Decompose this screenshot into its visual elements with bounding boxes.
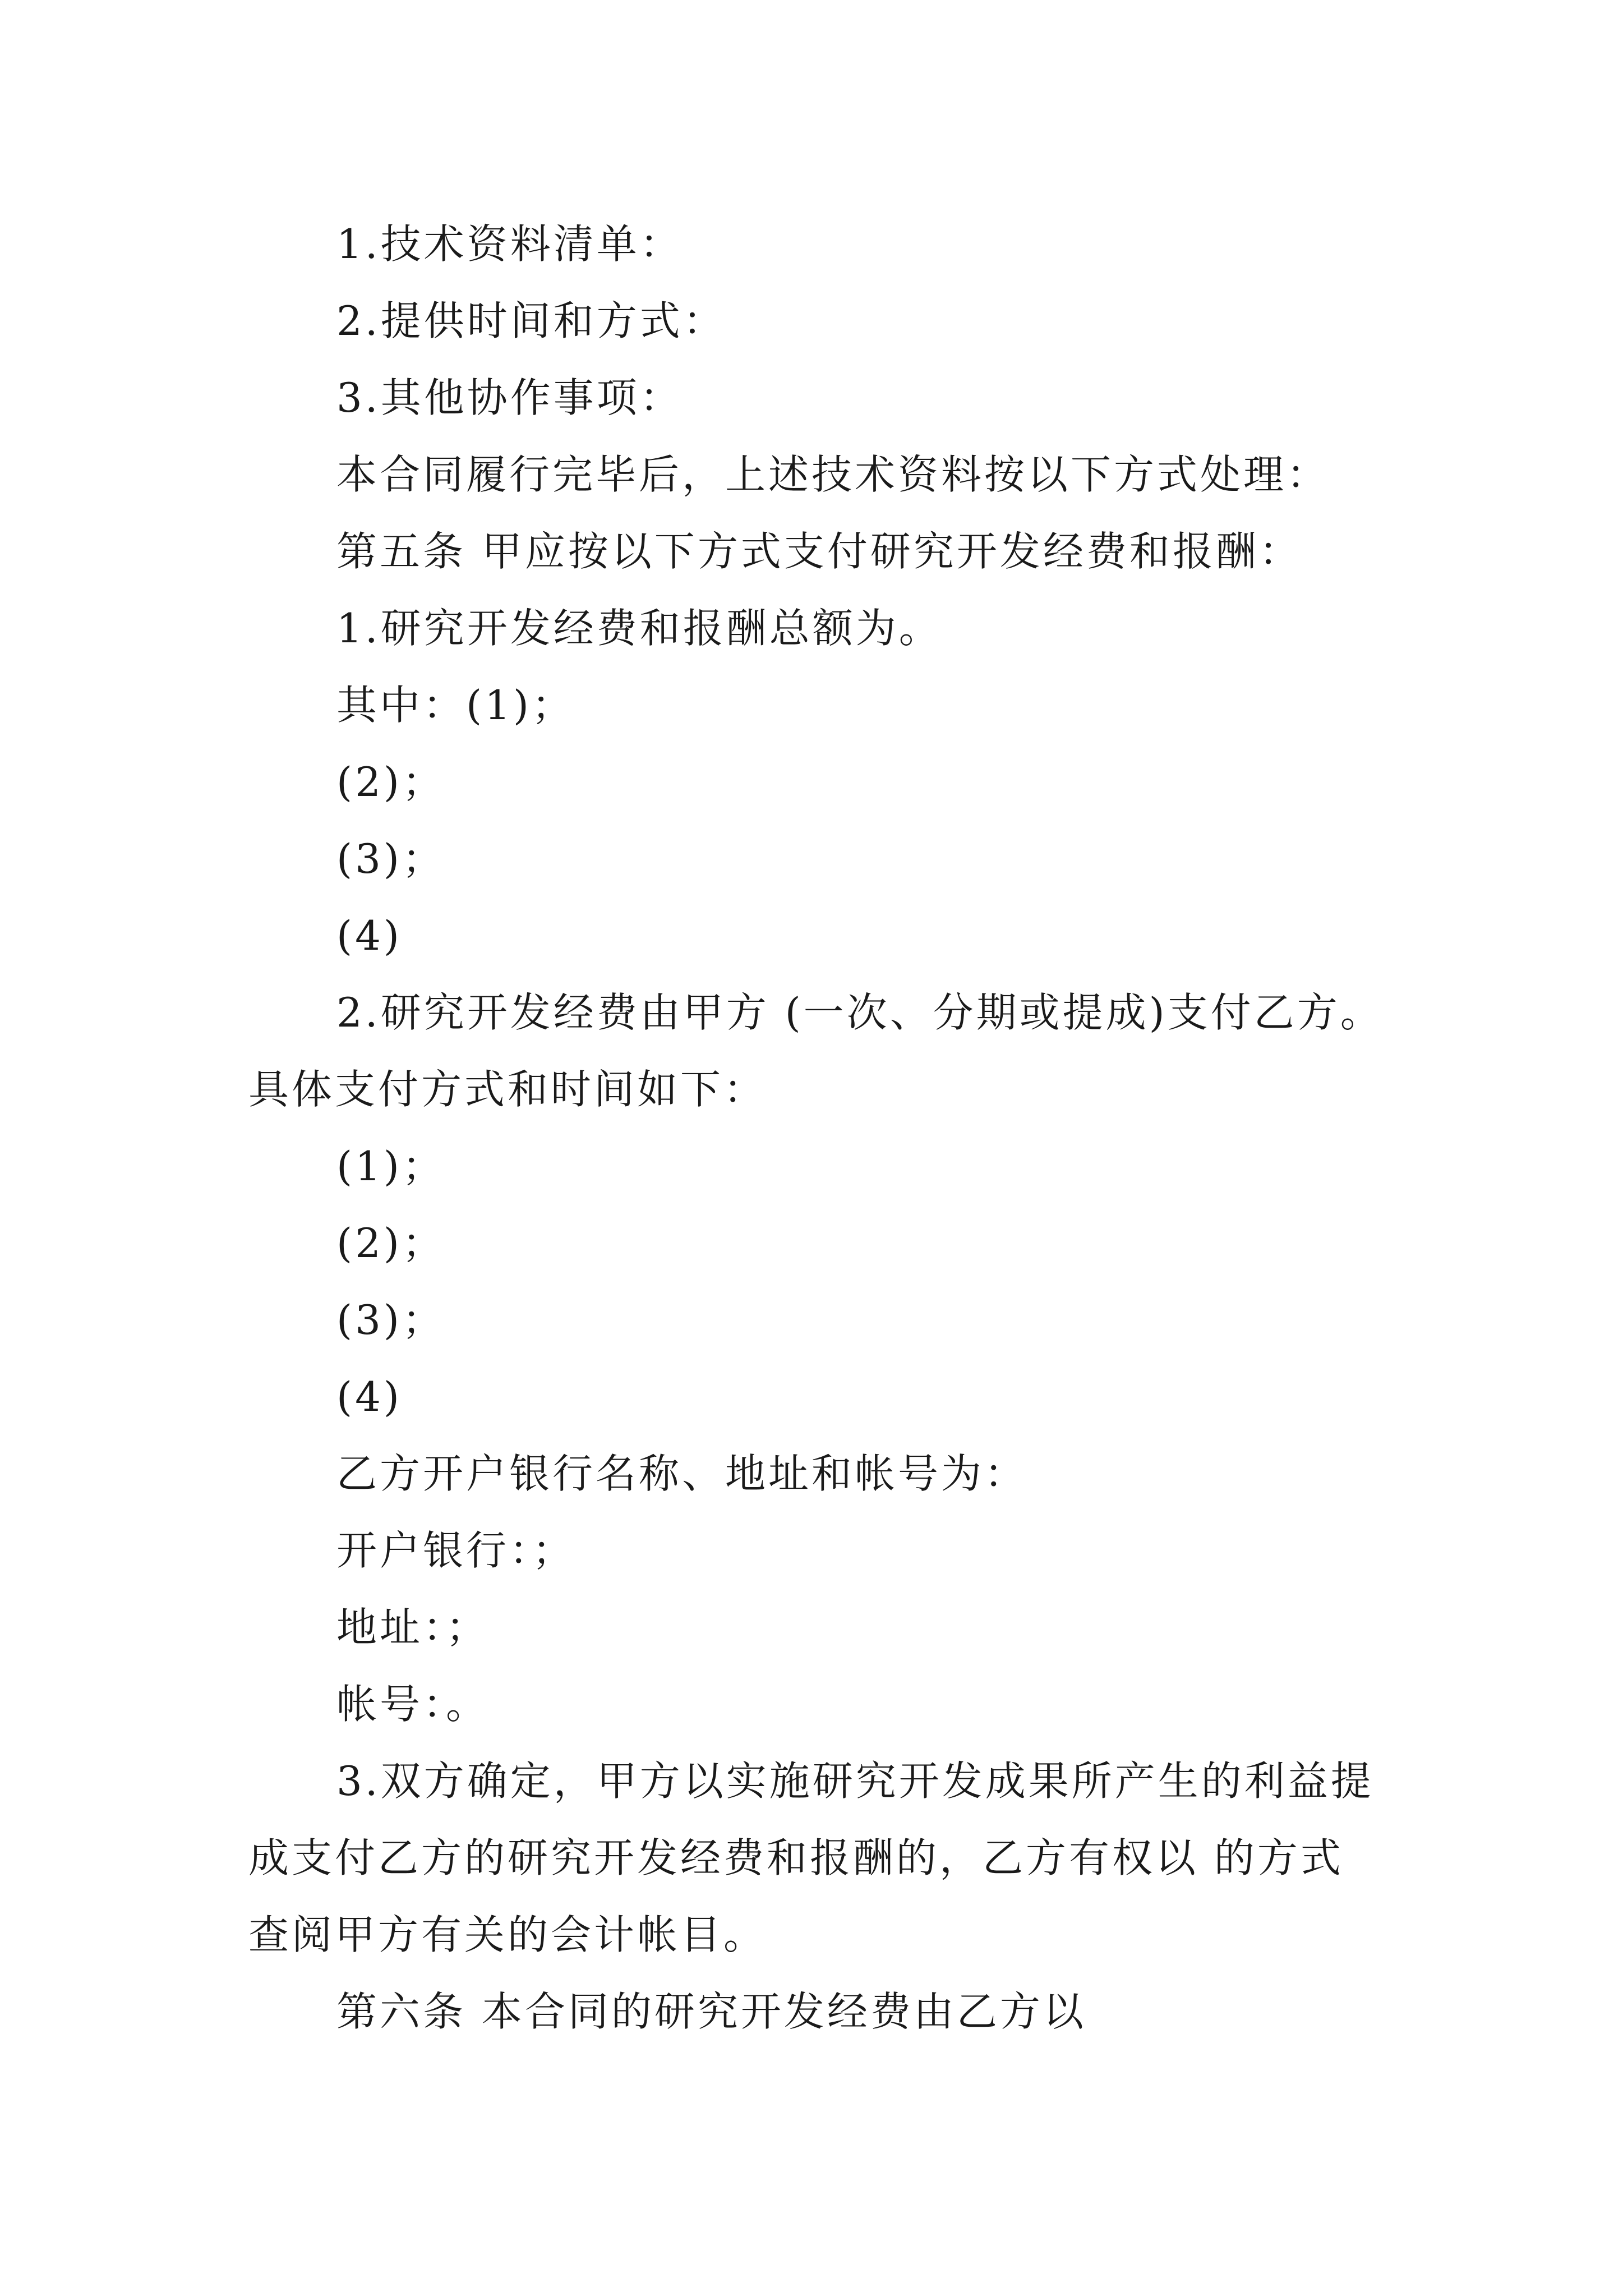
doc-line-16: (4) [336, 1373, 402, 1420]
doc-line-4: 本合同履行完毕后，上述技术资料按以下方式处理： [336, 451, 1330, 498]
doc-line-20: 帐号：。 [336, 1681, 490, 1728]
doc-line-19: 地址：； [336, 1604, 490, 1651]
doc-line-3: 3.其他协作事项： [336, 374, 683, 421]
doc-line-5: 第五条 甲应按以下方式支付研究开发经费和报酬： [336, 528, 1302, 575]
doc-line-17: 乙方开户银行名称、地址和帐号为： [336, 1450, 1028, 1497]
doc-line-21: 3.双方确定，甲方以实施研究开发成果所产生的利益提 [336, 1757, 1374, 1805]
doc-line-24: 第六条 本合同的研究开发经费由乙方以 [336, 1988, 1086, 2035]
doc-line-1: 1.技术资料清单： [336, 220, 683, 268]
doc-line-13: (1)； [336, 1143, 445, 1190]
doc-line-6: 1.研究开发经费和报酬总额为。 [336, 605, 942, 652]
doc-line-8: (2)； [336, 758, 445, 806]
doc-line-22: 成支付乙方的研究开发经费和报酬的，乙方有权以 的方式 [248, 1834, 1344, 1881]
doc-line-18: 开户银行：； [336, 1527, 576, 1574]
doc-line-14: (2)； [336, 1220, 445, 1267]
doc-line-12: 具体支付方式和时间如下： [248, 1066, 767, 1113]
doc-line-10: (4) [336, 912, 402, 959]
doc-line-15: (3)； [336, 1296, 445, 1343]
doc-line-11: 2.研究开发经费由甲方 (一次、分期或提成)支付乙方。 [336, 989, 1384, 1036]
doc-line-2: 2.提供时间和方式： [336, 297, 726, 344]
doc-line-7: 其中：(1)； [336, 682, 575, 729]
doc-line-23: 查阅甲方有关的会计帐目。 [248, 1911, 767, 1958]
doc-line-9: (3)； [336, 835, 445, 882]
